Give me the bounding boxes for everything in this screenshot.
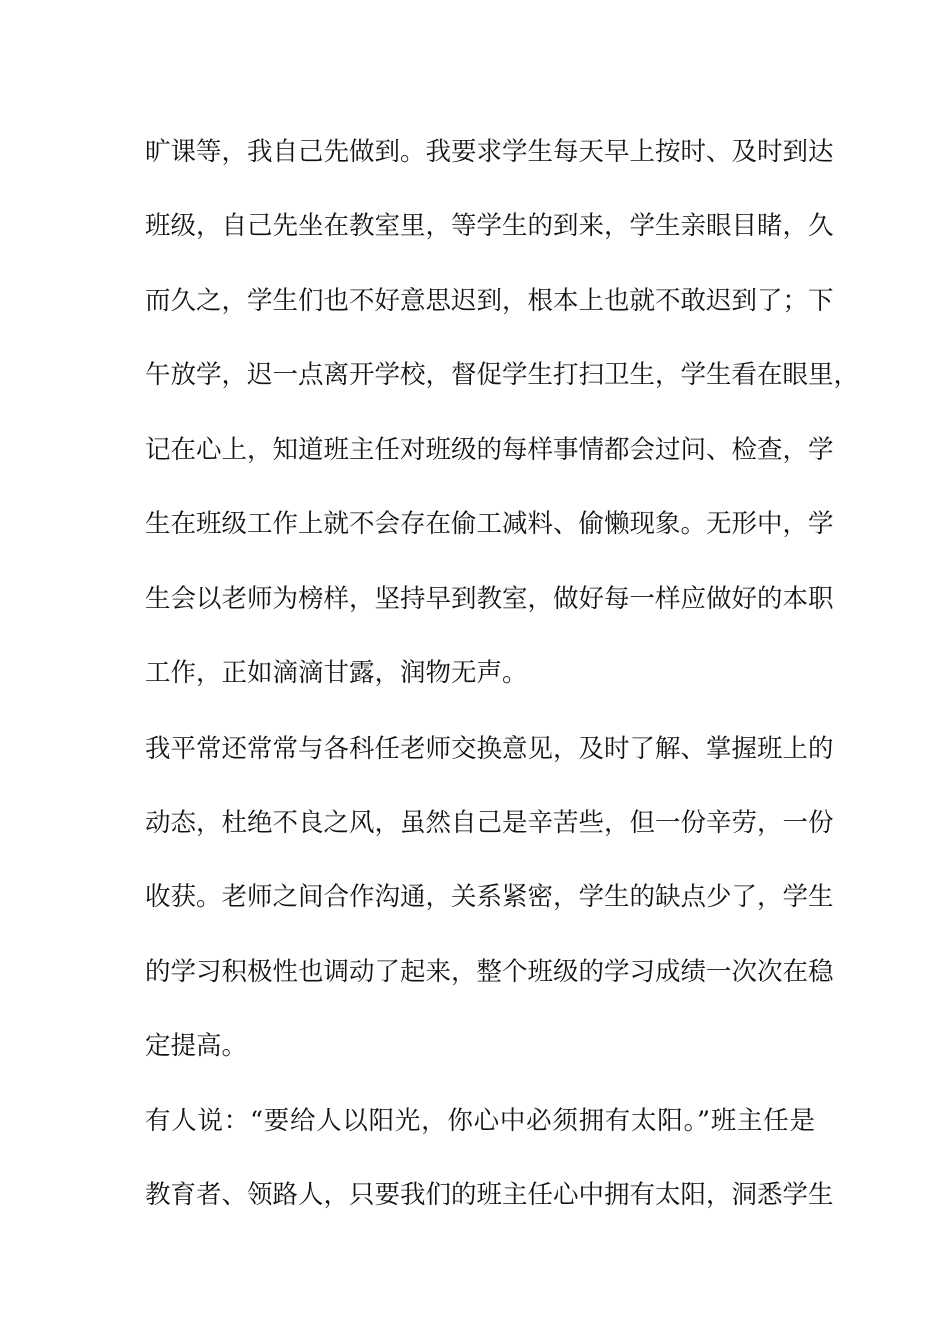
text-line: 有人说：“要给人以阳光，你心中必须拥有太阳。”班主任是 — [145, 1106, 815, 1136]
text-line: 而久之，学生们也不好意思迟到，根本上也就不敢迟到了；下 — [145, 286, 834, 316]
text-line: 动态，杜绝不良之风，虽然自己是辛苦些，但一份辛劳，一份 — [145, 808, 834, 838]
text-line: 班级，自己先坐在教室里，等学生的到来，学生亲眼目睹，久 — [145, 211, 834, 241]
text-line: 我平常还常常与各科任老师交换意见，及时了解、掌握班上的 — [145, 734, 834, 764]
text-line: 收获。老师之间合作沟通，关系紧密，学生的缺点少了，学生 — [145, 882, 834, 912]
text-line: 旷课等，我自己先做到。我要求学生每天早上按时、及时到达 — [145, 137, 834, 167]
text-line: 午放学，迟一点离开学校，督促学生打扫卫生，学生看在眼里， — [145, 360, 860, 390]
text-line: 的学习积极性也调动了起来，整个班级的学习成绩一次次在稳 — [145, 957, 834, 987]
text-line: 教育者、领路人，只要我们的班主任心中拥有太阳，洞悉学生 — [145, 1180, 834, 1210]
text-line: 生在班级工作上就不会存在偷工减料、偷懒现象。无形中，学 — [145, 509, 834, 539]
text-line: 记在心上，知道班主任对班级的每样事情都会过问、检查，学 — [145, 435, 834, 465]
text-line: 定提高。 — [145, 1031, 248, 1061]
text-line: 生会以老师为榜样，坚持早到教室，做好每一样应做好的本职 — [145, 584, 834, 614]
text-line: 工作，正如滴滴甘露，润物无声。 — [145, 658, 528, 688]
